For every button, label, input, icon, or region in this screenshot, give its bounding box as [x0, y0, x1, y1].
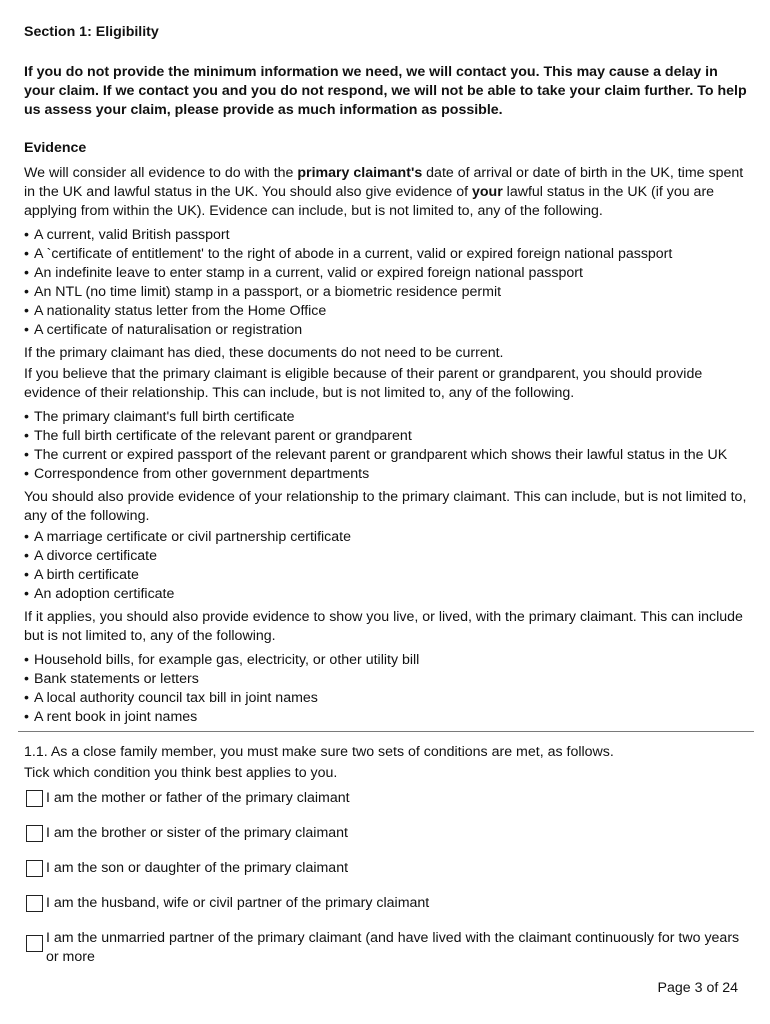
checkbox-parent[interactable]	[26, 790, 43, 807]
relationship-intro: You should also provide evidence of your relationship to the primary claimant. This can include, but is not limited to, any of the following.	[24, 489, 747, 524]
status-evidence-list	[24, 226, 748, 340]
form-page	[24, 22, 748, 983]
option-label: I am the mother or father of the primary claimant	[46, 790, 350, 806]
relationship-evidence-list	[24, 528, 748, 604]
question-instruction: Tick which condition you think best applies to you.	[24, 765, 338, 781]
list-item: • An indefinite leave to enter stamp in a current, valid or expired foreign national passport	[24, 264, 748, 283]
evidence-heading: Evidence	[24, 140, 87, 156]
list-item: • The full birth certificate of the relevant parent or grandparent	[24, 427, 748, 446]
list-item: • A current, valid British passport	[24, 226, 748, 245]
condition-option-sibling	[24, 824, 748, 843]
list-item: • A local authority council tax bill in joint names	[24, 689, 748, 708]
list-item: • Correspondence from other government departments	[24, 465, 748, 484]
checkbox-spouse[interactable]	[26, 895, 43, 912]
section-title: Section 1: Eligibility	[24, 24, 159, 40]
cohabitation-evidence-list	[24, 651, 748, 727]
section-divider	[18, 731, 754, 732]
condition-option-unmarried-partner	[24, 929, 748, 967]
evidence-intro-text-2: date of arrival or date of birth in the UK, time spent in the UK and lawful status in the UK. You should also give evidence of	[24, 165, 744, 200]
evidence-intro-text-3: lawful status in the UK (if you are applying from within the UK). Evidence can include, but is not limited to, any of the following.	[24, 184, 715, 219]
evidence-intro-bold-1: primary claimant's	[297, 165, 423, 181]
died-note: If the primary claimant has died, these documents do not need to be current.	[24, 345, 504, 361]
list-item: • An adoption certificate	[24, 585, 748, 604]
condition-option-spouse	[24, 894, 748, 913]
live-intro: If it applies, you should also provide evidence to show you live, or lived, with the primary claimant. This can include but is not limited to, any of the following.	[24, 609, 743, 644]
condition-option-child	[24, 859, 748, 878]
list-item: • A certificate of naturalisation or registration	[24, 321, 748, 340]
option-label: I am the son or daughter of the primary claimant	[46, 860, 349, 876]
condition-option-parent	[24, 789, 748, 808]
checkbox-child[interactable]	[26, 860, 43, 877]
page-number: Page 3 of 24	[657, 980, 738, 996]
evidence-intro-bold-2: your	[471, 184, 503, 200]
list-item: • A `certificate of entitlement' to the right of abode in a current, valid or expired foreign national passport	[24, 245, 748, 264]
list-item: • A birth certificate	[24, 566, 748, 585]
list-item: • The primary claimant's full birth certificate	[24, 408, 748, 427]
option-label: I am the unmarried partner of the primary claimant (and have lived with the claimant continuously for two years or more	[46, 930, 740, 965]
list-item: • An NTL (no time limit) stamp in a passport, or a biometric residence permit	[24, 283, 748, 302]
checkbox-sibling[interactable]	[26, 825, 43, 842]
option-label: I am the brother or sister of the primary claimant	[46, 825, 348, 841]
list-item: • A divorce certificate	[24, 547, 748, 566]
list-item: • Bank statements or letters	[24, 670, 748, 689]
list-item: • A rent book in joint names	[24, 708, 748, 727]
parent-evidence-list	[24, 408, 748, 484]
list-item: • A nationality status letter from the Home Office	[24, 302, 748, 321]
question-text: 1.1. As a close family member, you must make sure two sets of conditions are met, as follows.	[24, 744, 614, 760]
list-item: • The current or expired passport of the relevant parent or grandparent which shows their lawful status in the UK	[24, 446, 748, 465]
parent-intro: If you believe that the primary claimant is eligible because of their parent or grandparent, you should provide evidence of their relationship. This can include, but is not limited to, any of the following.	[24, 366, 703, 401]
checkbox-unmarried-partner[interactable]	[26, 935, 43, 952]
list-item: • Household bills, for example gas, electricity, or other utility bill	[24, 651, 748, 670]
evidence-intro	[24, 164, 748, 221]
warning-text: If you do not provide the minimum information we need, we will contact you. This may cause a delay in your claim. If we contact you and you do not respond, we will not be able to take your claim further. To help us assess your claim, please provide as much information as possible.	[24, 64, 747, 118]
option-label: I am the husband, wife or civil partner of the primary claimant	[46, 895, 430, 911]
list-item: • A marriage certificate or civil partnership certificate	[24, 528, 748, 547]
evidence-intro-text-1: We will consider all evidence to do with the	[24, 165, 298, 181]
